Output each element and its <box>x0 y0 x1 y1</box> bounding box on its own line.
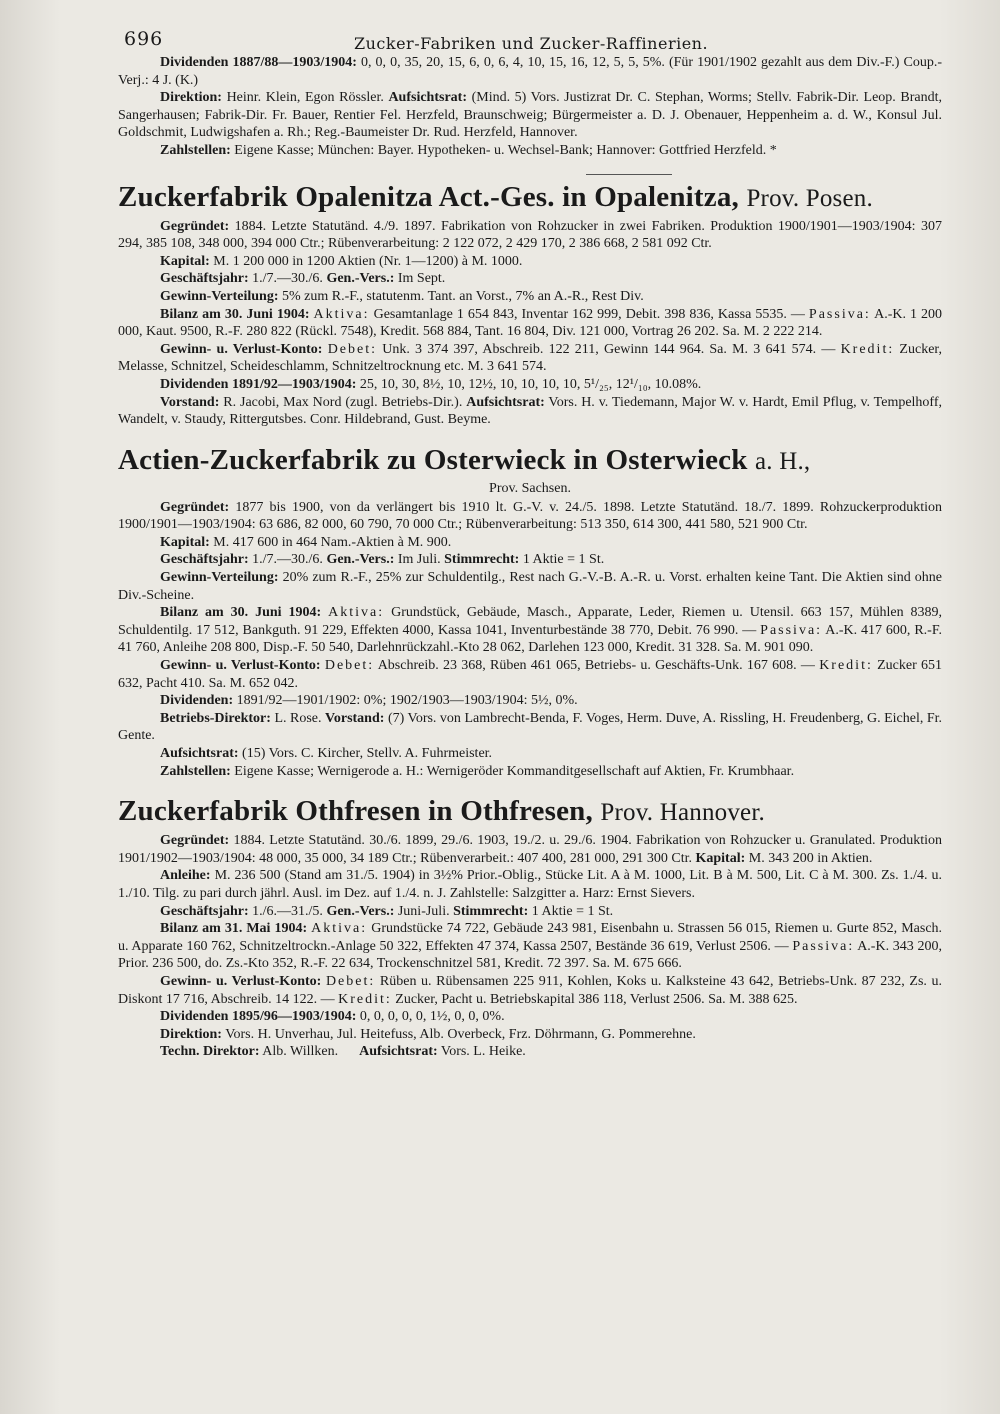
field-value: Zucker 651 632, Pacht 410. Sa. M. 652 042. <box>118 658 943 691</box>
field-value: Gesamtanlage 1 654 843, Inventar 162 999, Debit. 398 836, Kassa 5535. — <box>373 306 805 322</box>
kredit-word: Kredit: <box>338 991 392 1007</box>
field-label: Bilanz am 30. Juni 1904: <box>160 306 310 322</box>
field-value: 1891/92—1901/1902: 0%; 1902/1903—1903/1904: 5½, 0%. <box>236 693 578 709</box>
direktion-paragraph <box>118 89 942 142</box>
guv-paragraph <box>118 341 942 376</box>
gegruendet-paragraph <box>118 832 942 867</box>
separator <box>118 160 942 170</box>
field-value: Grundstück, Gebäude, Masch., Apparate, Leder, Riemen u. Utensil. 663 157, Mühlen 8389, Schuldentilg. 17 512, Bankguth. 91 229, Effekten 4000, Kassa 1041, Inventurbestände 38 770, Debit. 76 990. — <box>118 605 943 638</box>
field-label: Stimmrecht: <box>444 552 520 568</box>
field-value: Rüben u. Rübensamen 225 911, Kohlen, Koks u. Kalksteine 43 642, Betriebs-Unk. 87 232, Zs. u. Diskont 17 716, Abschreib. 14 122. — <box>118 973 943 1007</box>
gegruendet-paragraph <box>118 499 942 534</box>
field-label: Gewinn- u. Verlust-Konto: <box>160 973 322 989</box>
field-label: Zahlstellen: <box>160 142 231 158</box>
aktiva-word: Aktiva: <box>328 605 385 621</box>
field-label: Kapital: <box>160 534 210 550</box>
company-title <box>118 794 942 830</box>
guv-paragraph <box>118 973 942 1008</box>
field-label: Dividenden 1895/96—1903/1904: <box>160 1009 357 1025</box>
guv-paragraph <box>118 657 942 692</box>
direktion-paragraph <box>118 1026 942 1044</box>
field-label: Aufsichtsrat: <box>160 746 239 761</box>
field-value: Vors. L. Heike. <box>440 1044 526 1060</box>
company-name: Zuckerfabrik Opalenitza Act.-Ges. in Opalenitza, <box>118 180 739 213</box>
company-name: Zuckerfabrik Othfresen in Othfresen, <box>118 795 593 828</box>
field-label: Aufsichtsrat: <box>466 394 545 410</box>
field-value: Abschreib. 23 368, Rüben 461 065, Betriebs- u. Geschäfts-Unk. 167 608. — <box>377 658 815 674</box>
field-label: Geschäftsjahr: <box>160 271 249 287</box>
field-value: Juni-Juli. <box>397 903 450 919</box>
passiva-word: Passiva: <box>760 622 823 638</box>
field-value: Zucker, Melasse, Schnitzel, Scheideschlamm, Schnitzeltrocknung etc. M. 3 641 574. <box>118 341 943 375</box>
field-label: Bilanz am 31. Mai 1904: <box>160 921 308 937</box>
field-value: Unk. 3 374 397, Abschreib. 122 211, Gewinn 144 964. Sa. M. 3 641 574. — <box>382 341 836 357</box>
entry-osterwieck <box>118 443 942 781</box>
field-value: Vors. H. Unverhau, Jul. Heitefuss, Alb. Overbeck, Frz. Döhrmann, G. Pommerehne. <box>225 1026 696 1042</box>
bilanz-paragraph <box>118 604 942 657</box>
field-label: Gen.-Vers.: <box>326 903 395 919</box>
field-value: Heinr. Klein, Egon Rössler. <box>226 90 384 106</box>
zahlstellen-paragraph <box>118 763 942 781</box>
geschaeftsjahr-paragraph <box>118 551 942 569</box>
field-label: Techn. Direktor: <box>160 1044 260 1060</box>
field-value: A.-K. 1 200 000, Kaut. 9500, R.-F. 280 822 (Rückl. 7548), Kredit. 568 884, Tant. 16 804, Div. 121 000, Vortrag 26 202. Sa. M. 2 222 214. <box>118 306 943 340</box>
kredit-word: Kredit: <box>819 658 873 674</box>
gegruendet-paragraph <box>118 218 942 253</box>
page-number: 696 <box>124 28 164 50</box>
field-value: Eigene Kasse; München: Bayer. Hypotheken- u. Wechsel-Bank; Hannover: Gottfried Herzfeld. * <box>234 142 777 158</box>
kapital-paragraph <box>118 253 942 271</box>
aufsichtsrat-paragraph <box>118 745 942 763</box>
running-title: Zucker-Fabriken und Zucker-Raffinerien. <box>354 34 709 53</box>
field-label: Gegründet: <box>160 218 230 234</box>
entry-opalenitza <box>118 180 942 429</box>
vorstand-paragraph <box>118 394 942 429</box>
field-label: Anleihe: <box>160 868 211 884</box>
debet-word: Debet: <box>325 973 376 989</box>
field-value: Eigene Kasse; Wernigerode a. H.: Wernigeröder Kommanditgesellschaft auf Aktien, Fr. Krumbhaar. <box>234 763 795 779</box>
field-label: Dividenden 1887/88—1903/1904: <box>160 55 357 70</box>
field-label: Kapital: <box>695 850 746 866</box>
kredit-word: Kredit: <box>840 341 895 357</box>
field-value: 1 Aktie = 1 St. <box>522 552 605 568</box>
gewinnverteilung-paragraph <box>118 569 942 604</box>
aktiva-word: Aktiva: <box>311 921 368 937</box>
field-value: Vors. H. v. Tiedemann, Major W. v. Hardt, Emil Pflug, v. Tempelhoff, Wandelt, v. Staudy, Rittergutsbes. Conr. Hildebrand, Gust. Beyme. <box>118 394 943 428</box>
field-value: 1 Aktie = 1 St. <box>531 903 614 919</box>
kapital-paragraph <box>118 534 942 552</box>
field-label: Gewinn-Verteilung: <box>160 570 279 586</box>
field-label: Vorstand: <box>325 710 385 726</box>
field-value: Im Juli. <box>397 552 441 568</box>
geschaeftsjahr-paragraph <box>118 270 942 288</box>
company-region: Prov. Hannover. <box>600 799 765 827</box>
dividenden-paragraph <box>118 376 942 394</box>
anleihe-paragraph <box>118 867 942 902</box>
debet-word: Debet: <box>327 341 378 357</box>
dividenden-paragraph <box>118 1008 942 1026</box>
field-value: L. Rose. <box>274 710 322 726</box>
field-label: Direktion: <box>160 90 222 106</box>
field-label: Geschäftsjahr: <box>160 903 249 919</box>
entry-previous-company <box>118 54 942 170</box>
field-label: Gegründet: <box>160 499 230 515</box>
field-value: A.-K. 343 200, Prior. 236 500, do. Zs.-Kto 352, R.-F. 22 634, Trockenschnitzel 581, Kredit. 72 397. Sa. M. 675 666. <box>118 938 942 972</box>
company-region: a. H., <box>755 447 811 475</box>
field-label: Dividenden: <box>160 693 234 709</box>
field-value: 1884. Letzte Statutänd. 30./6. 1899, 29./6. 1903, 19./2. u. 29./6. 1904. Fabrikation von Rohzucker u. Granulated. Produktion 1901/1902—1903/1904: 48 000, 35 000, 34 189 Ctr.; Rübenverarbeit.: 407 400, 281 000, 291 300 Ctr. <box>118 833 942 866</box>
field-label: Kapital: <box>160 253 210 269</box>
field-value: (7) Vors. von Lambrecht-Benda, F. Voges, Herm. Duve, A. Rissling, H. Freudenberg, G. Eichel, Fr. Gente. <box>118 710 943 744</box>
company-region: Prov. Posen. <box>746 184 873 212</box>
field-label: Dividenden 1891/92—1903/1904: <box>160 376 357 392</box>
passiva-word: Passiva: <box>792 938 855 954</box>
field-value: 1./7.—30./6. <box>252 271 323 287</box>
field-value: A.-K. 417 600, R.-F. 41 760, Anleihe 208 800, Disp.-F. 50 540, Darlehnrückzahl.-Kto 28 062, Darlehen 123 000, Kredit. 31 328. Sa. M. 901 090. <box>118 622 942 656</box>
aktiva-word: Aktiva: <box>313 306 370 322</box>
field-label: Gewinn-Verteilung: <box>160 288 279 304</box>
field-label: Betriebs-Direktor: <box>160 710 271 726</box>
field-label: Bilanz am 30. Juni 1904: <box>160 605 322 621</box>
vorstand-paragraph <box>118 710 942 745</box>
field-value: (15) Vors. C. Kircher, Stellv. A. Fuhrmeister. <box>242 746 493 761</box>
field-label: Geschäftsjahr: <box>160 552 249 568</box>
zahlstellen-paragraph <box>118 142 942 160</box>
techn-direktor-paragraph <box>118 1043 942 1061</box>
field-label: Aufsichtsrat: <box>388 90 467 106</box>
field-value: 1884. Letzte Statutänd. 4./9. 1897. Fabrikation von Rohzucker in zwei Fabriken. Produktion 1900/1901—1903/1904: 307 294, 385 108, 348 000, 394 000 Ctr.; Rübenverarbeitung: 2 122 072, 2 429 170, 2 386 668, 2 581 092 Ctr. <box>118 218 942 252</box>
field-label: Zahlstellen: <box>160 763 231 779</box>
passiva-word: Passiva: <box>808 306 871 322</box>
field-value: 1./7.—30./6. <box>252 552 323 568</box>
field-value: 0, 0, 0, 0, 0, 1½, 0, 0, 0%. <box>359 1009 505 1025</box>
dividenden-paragraph <box>118 54 942 89</box>
field-value: 1877 bis 1900, von da verlängert bis 1910 lt. G.-V. v. 24./5. 1898. Letzte Statutänd. 18./7. 1899. Rohzuckerproduktion 1900/1901—1903/1904: 63 686, 82 000, 60 790, 70 000 Ctr.; Rübenverarbeitung: 513 350, 614 300, 441 580, 521 900 Ctr. <box>118 499 942 533</box>
field-value: M. 417 600 in 464 Nam.-Aktien à M. 900. <box>213 534 452 550</box>
company-name: Actien-Zuckerfabrik zu Osterwieck in Osterwieck <box>118 443 748 476</box>
page-header <box>118 18 942 54</box>
field-value: Zucker, Pacht u. Betriebskapital 386 118, Verlust 2506. Sa. M. 388 625. <box>395 991 798 1007</box>
field-label: Gen.-Vers.: <box>326 552 395 568</box>
bilanz-paragraph <box>118 920 942 973</box>
field-value: M. 343 200 in Aktien. <box>748 850 873 866</box>
field-value: Alb. Willken. <box>262 1044 339 1060</box>
geschaeftsjahr-paragraph <box>118 903 942 921</box>
field-value: Im Sept. <box>397 271 446 287</box>
field-value: M. 1 200 000 in 1200 Aktien (Nr. 1—1200) à M. 1000. <box>213 253 523 269</box>
field-value: 1./6.—31./5. <box>252 903 323 919</box>
debet-word: Debet: <box>324 658 375 674</box>
field-value: Grundstücke 74 722, Gebäude 243 981, Eisenbahn u. Strassen 56 015, Riemen u. Gurte 852, Masch. u. Apparate 160 762, Schnitzeltrockn.-Anlage 50 322, Effekten 47 374, Kassa 2507, Bestände 36 619, Verlust 2506. — <box>118 921 943 954</box>
company-title <box>118 180 942 216</box>
field-label: Vorstand: <box>160 394 220 410</box>
company-title <box>118 443 942 479</box>
dividenden-paragraph <box>118 692 942 710</box>
field-label: Direktion: <box>160 1026 222 1042</box>
field-label: Gegründet: <box>160 833 230 849</box>
field-value: (Mind. 5) Vors. Justizrat Dr. C. Stephan, Worms; Stellv. Fabrik-Dir. Leop. Brandt, Sangerhausen; Fabrik-Dir. Fr. Bauer, Rentier Fel. Herzfeld, Braunschweig; Bürgermeister a. D. J. Obenauer, Heppenheim a. d. W., Konsul Jul. Goldschmit, Ludwigshafen a. Rh.; Reg.-Baumeister Dr. Rud. Herzfeld, Hannover. <box>118 90 942 141</box>
field-value: M. 236 500 (Stand am 31./5. 1904) in 3½% Prior.-Oblig., Stücke Lit. A à M. 1000, Lit. B à M. 500, Lit. C à M. 300. Zs. 1./4. u. 1./10. Tilg. zu pari durch jährl. Ausl. im Dez. auf 1./4. n. J. Zahlstelle: Salzgitter a. Harz: Ernst Sievers. <box>118 868 943 901</box>
field-label: Gewinn- u. Verlust-Konto: <box>160 658 321 674</box>
field-value: R. Jacobi, Max Nord (zugl. Betriebs-Dir.). <box>223 394 463 410</box>
field-label: Aufsichtsrat: <box>359 1044 438 1060</box>
company-province: Prov. Sachsen. <box>489 480 571 496</box>
field-label: Stimmrecht: <box>453 903 529 919</box>
field-value: 20% zum R.-F., 25% zur Schuldentilg., Rest nach G.-V.-B. A.-R. u. Vorst. erhalten keine Tant. Die Aktien sind ohne Div.-Scheine. <box>118 570 943 603</box>
bilanz-paragraph <box>118 306 942 341</box>
entry-othfresen <box>118 794 942 1061</box>
field-value: 0, 0, 0, 35, 20, 15, 6, 0, 6, 4, 10, 15, 16, 12, 5, 5, 5%. (Für 1901/1902 gezahlt aus dem Div.-F.) Coup.-Verj.: 4 J. (K.) <box>118 55 942 88</box>
field-label: Gewinn- u. Verlust-Konto: <box>160 341 323 357</box>
gewinnverteilung-paragraph <box>118 288 942 306</box>
field-label: Gen.-Vers.: <box>326 271 395 287</box>
field-value: 5% zum R.-F., statutenm. Tant. an Vorst., 7% an A.-R., Rest Div. <box>281 288 644 304</box>
field-value: 25, 10, 30, 8½, 10, 12½, 10, 10, 10, 10, 5¹/₂₅, 12¹/₁₀, 10.08%. <box>359 376 702 392</box>
